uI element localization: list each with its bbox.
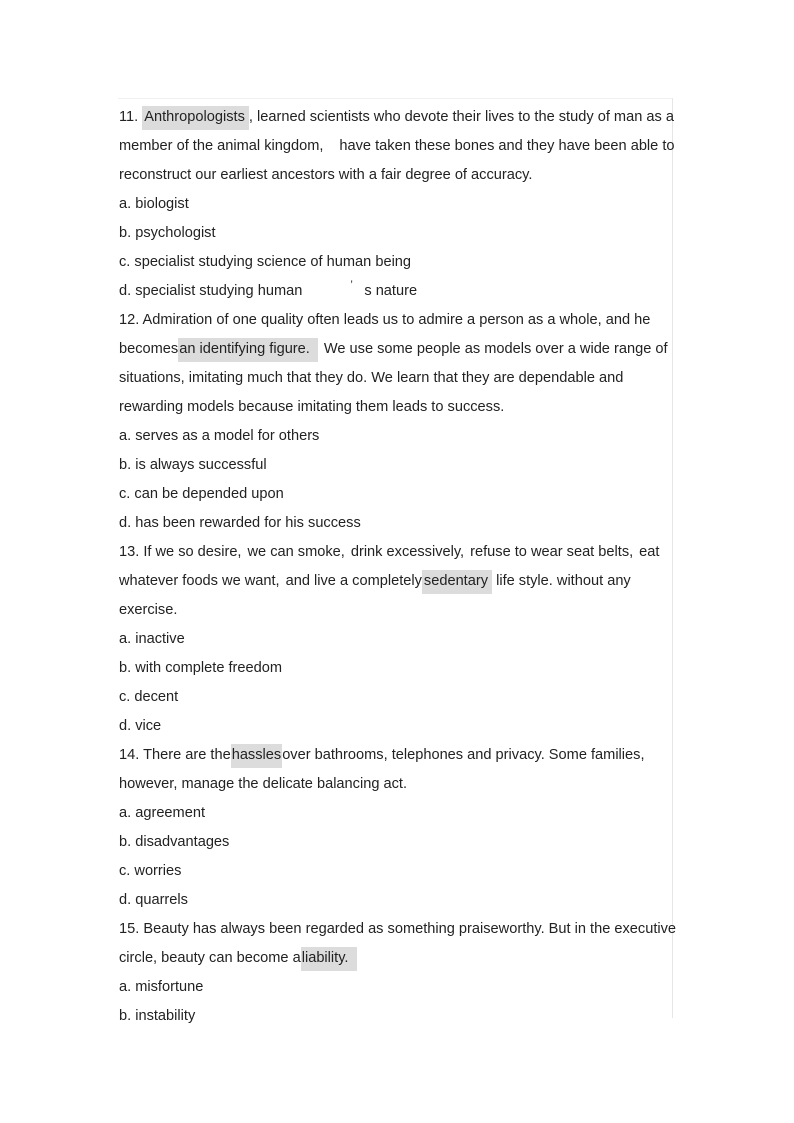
- highlighted-term: hassles: [231, 744, 282, 768]
- question-text: 13. If we so desire,: [119, 544, 242, 560]
- question-text: we can smoke,: [247, 544, 345, 560]
- option-b: b. disadvantages: [119, 834, 230, 850]
- question-13-line-3: exercise.: [119, 602, 178, 618]
- option-c: c. decent: [119, 689, 179, 705]
- option-c: c. specialist studying science of human being: [119, 254, 412, 270]
- question-text: drink excessively,: [350, 544, 465, 560]
- highlighted-term: Anthropologists: [142, 106, 249, 130]
- question-text: refuse to wear seat belts,: [470, 544, 634, 560]
- option-b: b. instability: [119, 1008, 196, 1024]
- question-text: circle, beauty can become a: [119, 950, 301, 966]
- question-13-line-1: [119, 538, 699, 567]
- option-d: d. vice: [119, 718, 162, 734]
- question-11-line-1: [119, 103, 699, 132]
- question-12-line-2: [119, 335, 699, 364]
- option-text: d. specialist studying human: [119, 283, 303, 299]
- option-text: s nature: [364, 283, 418, 299]
- option-d: d. quarrels: [119, 892, 188, 908]
- question-11-line-3: reconstruct our earliest ancestors with a fair degree of accuracy.: [119, 167, 533, 183]
- question-text: eat: [639, 544, 660, 560]
- highlighted-term: liability.: [301, 947, 357, 971]
- option-b: b. psychologist: [119, 225, 216, 241]
- question-14-line-1: [119, 741, 699, 770]
- option-a: a. inactive: [119, 631, 185, 647]
- question-15-line-1: 15. Beauty has always been regarded as something praiseworthy. But in the executive: [119, 921, 677, 937]
- question-12: [119, 306, 699, 538]
- question-text: member of the animal kingdom,: [119, 138, 324, 154]
- question-13-line-2: [119, 567, 699, 596]
- highlighted-term: sedentary: [422, 570, 492, 594]
- question-text: becomes: [119, 341, 179, 357]
- question-15-line-2: [119, 944, 699, 973]
- question-text: over bathrooms, telephones and privacy. Some families,: [282, 747, 645, 763]
- apostrophe-mark: ’: [350, 279, 353, 291]
- question-11: [119, 103, 699, 306]
- option-a: a. serves as a model for others: [119, 428, 320, 444]
- option-c: c. can be depended upon: [119, 486, 284, 502]
- question-14: [119, 741, 699, 915]
- question-12-line-1: 12. Admiration of one quality often leads us to admire a person as a whole, and he: [119, 312, 651, 328]
- question-text: life style. without any: [496, 573, 631, 589]
- question-12-line-4: rewarding models because imitating them leads to success.: [119, 399, 505, 415]
- question-15: [119, 915, 699, 1031]
- question-text: , learned scientists who devote their lives to the study of man as a: [248, 109, 674, 125]
- highlighted-term: an identifying figure.: [178, 338, 318, 362]
- option-a: a. agreement: [119, 805, 205, 821]
- question-text: We use some people as models over a wide range of: [323, 341, 668, 357]
- question-13: [119, 538, 699, 741]
- question-text: have taken these bones and they have been able to: [339, 138, 675, 154]
- option-c: c. worries: [119, 863, 182, 879]
- question-14-line-2: however, manage the delicate balancing act.: [119, 776, 408, 792]
- option-b: b. with complete freedom: [119, 660, 283, 676]
- question-text: whatever foods we want,: [119, 573, 280, 589]
- option-d: [119, 277, 699, 306]
- question-12-line-3: situations, imitating much that they do. We learn that they are dependable and: [119, 370, 624, 386]
- option-b: b. is always successful: [119, 457, 267, 473]
- page-border-top: [118, 98, 673, 99]
- option-a: a. biologist: [119, 196, 189, 212]
- question-text: and live a completely: [285, 573, 422, 589]
- question-11-line-2: [119, 132, 699, 161]
- question-number: 11.: [119, 109, 139, 125]
- option-d: d. has been rewarded for his success: [119, 515, 361, 531]
- question-list: [119, 103, 699, 1031]
- option-a: a. misfortune: [119, 979, 204, 995]
- question-text: 14. There are the: [119, 747, 231, 763]
